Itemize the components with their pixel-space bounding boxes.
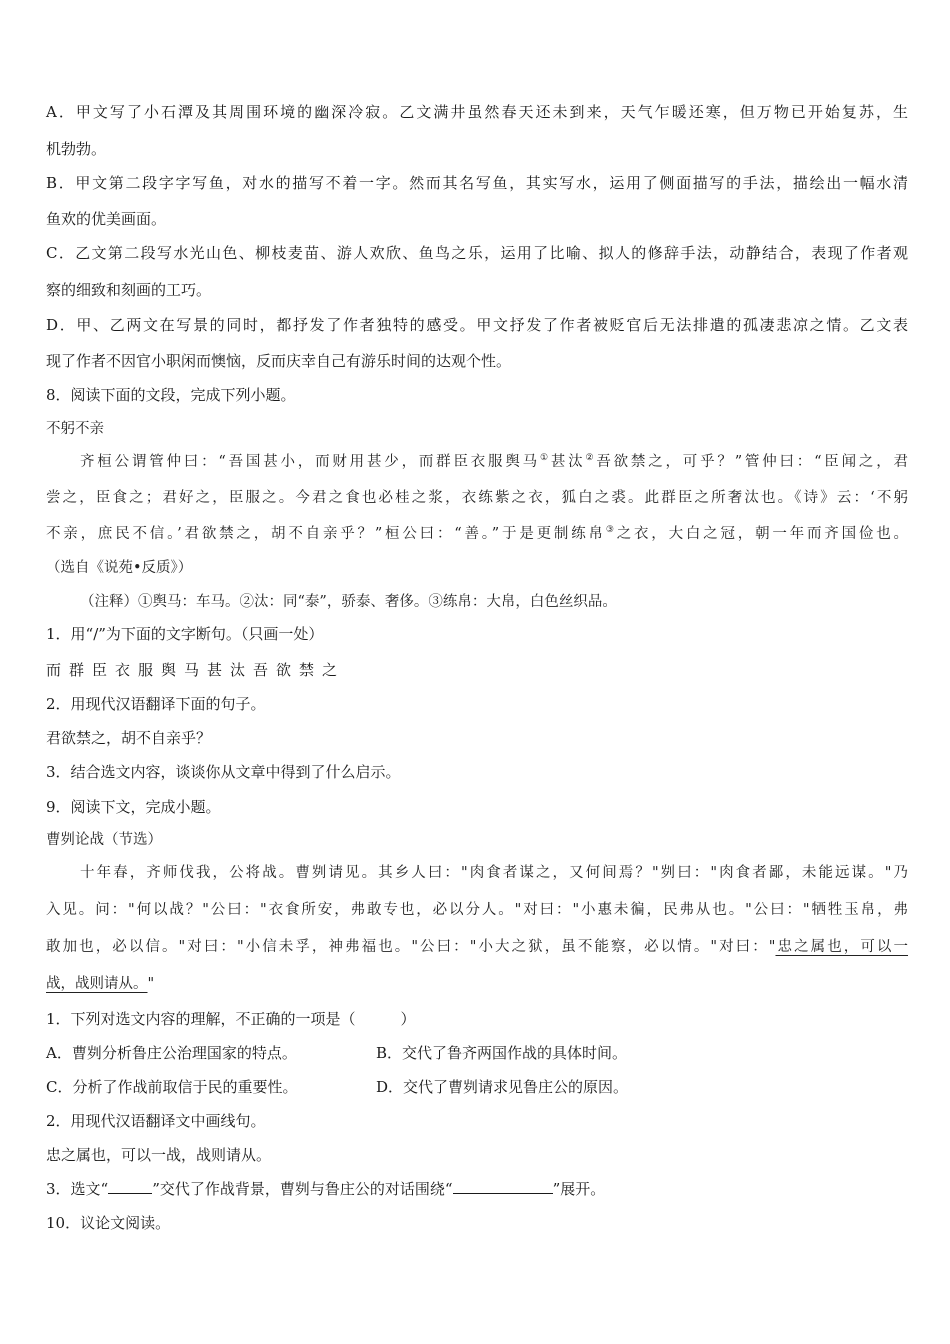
- q10-heading: 10．议论文阅读。: [46, 1214, 171, 1232]
- q9-sub2: 2．用现代汉语翻译文中画线句。: [46, 1112, 266, 1130]
- q8-heading: 8．阅读下面的文段，完成下列小题。: [46, 386, 296, 404]
- q7-option-a-line2: 机勃勃。: [46, 140, 107, 158]
- q9-sub2-text: 忠之属也，可以一战，战则请从。: [46, 1146, 272, 1164]
- q9-option-d: D．交代了曹刿请求见鲁庄公的原因。: [376, 1078, 629, 1096]
- q9-sub1: 1．下列对选文内容的理解，不正确的一项是（ ）: [46, 1010, 416, 1028]
- q8-sub1-text: 而群臣衣服舆马甚汰吾欲禁之: [46, 661, 346, 679]
- q8-passage-title: 不躬不亲: [46, 421, 104, 437]
- q8-passage-line2: 尝之，臣食之；君好之，臣服之。今君之食也必桂之浆，衣练紫之衣，狐白之裘。此群臣之所奢汰也。《诗》云：‘不躬: [46, 490, 908, 506]
- q9-option-a: A．曹刿分析鲁庄公治理国家的特点。: [46, 1044, 297, 1062]
- q9-passage-line1: 十年春，齐师伐我，公将战。曹刿请见。其乡人曰："肉食者谋之，又何间焉？"刿曰："肉食者鄙，未能远谋。"乃: [80, 865, 908, 881]
- answer-blank-1[interactable]: [108, 1179, 152, 1194]
- q9-passage-line3: 敢加也，必以信。"对曰："小信未孚，神弗福也。"公曰："小大之狱，虽不能察，必以情。"对曰："忠之属也，可以一: [46, 939, 909, 955]
- q8-sub3: 3．结合选文内容，谈谈你从文章中得到了什么启示。: [46, 763, 401, 781]
- q9-option-b: B．交代了鲁齐两国作战的具体时间。: [376, 1044, 628, 1062]
- q7-option-d-line2: 现了作者不因官小职闲而懊恼，反而庆幸自己有游乐时间的达观个性。: [46, 352, 512, 370]
- q7-option-c-line2: 察的细致和刻画的工巧。: [46, 281, 212, 299]
- q7-option-a-line1: A．甲文写了小石潭及其周围环境的幽深冷寂。乙文满井虽然春天还未到来，天气乍暖还寒，但万物已开始复苏，生: [46, 103, 908, 121]
- q8-sub1: 1．用“/”为下面的文字断句。（只画一处）: [46, 625, 324, 643]
- q9-sub3: 3．选文“ ”交代了作战背景，曹刿与鲁庄公的对话围绕“ ”展开。: [46, 1180, 606, 1198]
- q8-source: （选自《说苑•反质》）: [46, 560, 193, 576]
- q8-passage-line3: 不亲，庶民不信。’君欲禁之，胡不自亲乎？”桓公曰：“善。”于是更制练帛③之衣，大白之冠，朝一年而齐国俭也。: [46, 525, 908, 542]
- q9-heading: 9．阅读下文，完成小题。: [46, 798, 221, 816]
- underlined-sentence-part2: 战，战则请从。: [46, 976, 148, 992]
- q7-option-c-line1: C．乙文第二段写水光山色、柳枝麦苗、游人欢欣、鱼鸟之乐，运用了比喻、拟人的修辞手法，动静结合，表现了作者观: [46, 244, 908, 262]
- q9-passage-line4: 战，战则请从。": [46, 976, 155, 992]
- q8-sub2: 2．用现代汉语翻译下面的句子。: [46, 695, 266, 713]
- q8-passage-line1: 齐桓公谓管仲曰：“吾国甚小，而财用甚少，而群臣衣服舆马①甚汰②吾欲禁之，可乎？”管仲曰：“臣闻之，君: [80, 453, 908, 470]
- q9-option-c: C．分析了作战前取信于民的重要性。: [46, 1078, 298, 1096]
- q7-option-b-line1: B．甲文第二段字字写鱼，对水的描写不着一字。然而其名写鱼，其实写水，运用了侧面描写的手法，描绘出一幅水清: [46, 174, 908, 192]
- q8-sub2-text: 君欲禁之，胡不自亲乎？: [46, 729, 212, 747]
- q7-option-d-line1: D．甲、乙两文在写景的同时，都抒发了作者独特的感受。甲文抒发了作者被贬官后无法排遣的孤凄悲凉之情。乙文表: [46, 316, 908, 334]
- q7-option-b-line2: 鱼欢的优美画面。: [46, 210, 167, 228]
- underlined-sentence-part1: 忠之属也，可以一: [775, 939, 909, 955]
- q9-passage-title: 曹刿论战（节选）: [46, 832, 162, 848]
- q8-notes: （注释）①舆马：车马。②汰：同“泰”，骄泰、奢侈。③练帛：大帛，白色丝织品。: [80, 594, 617, 610]
- answer-blank-2[interactable]: [453, 1179, 553, 1194]
- q9-passage-line2: 入见。问："何以战？"公曰："衣食所安，弗敢专也，必以分人。"对曰："小惠未徧，民弗从也。"公曰："牺牲玉帛，弗: [46, 902, 908, 918]
